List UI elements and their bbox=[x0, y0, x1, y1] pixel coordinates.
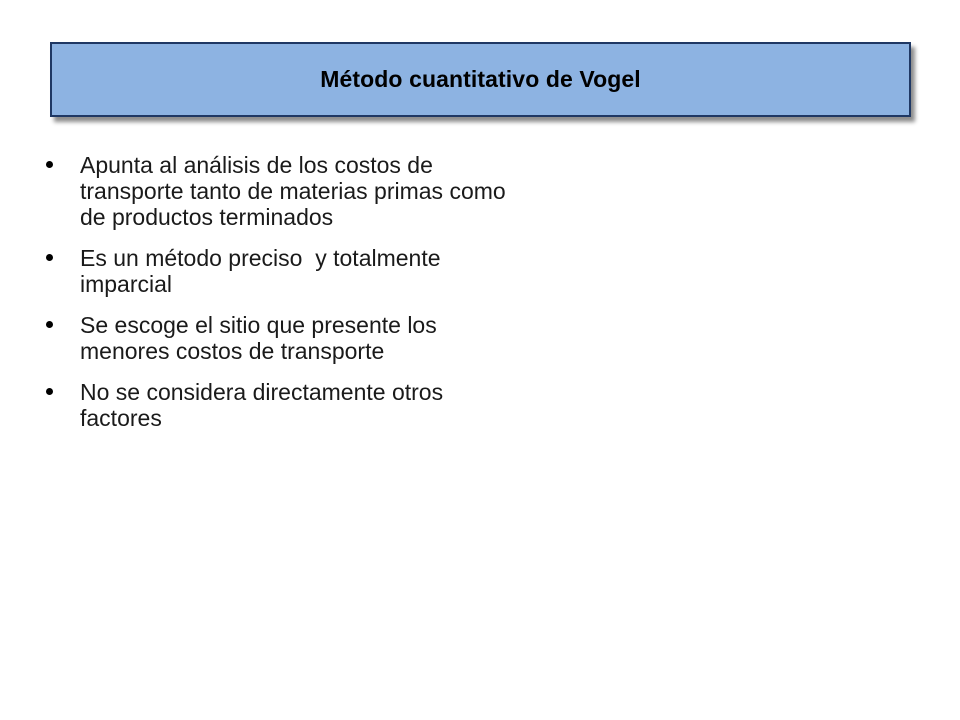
slide-title: Método cuantitativo de Vogel bbox=[320, 66, 641, 92]
bullet-item bbox=[46, 152, 506, 230]
bullet-text: Apunta al análisis de los costos de transporte tanto de materias primas como de productos terminados bbox=[80, 152, 506, 230]
bullet-text: No se considera directamente otros factores bbox=[80, 379, 444, 431]
bullet-text: Es un método preciso y totalmente imparcial bbox=[80, 245, 454, 297]
bullet-list bbox=[46, 152, 506, 446]
bullet-icon bbox=[46, 321, 53, 328]
bullet-item bbox=[46, 312, 506, 364]
bullet-item bbox=[46, 245, 506, 297]
bullet-item bbox=[46, 379, 506, 431]
title-banner bbox=[50, 42, 911, 117]
bullet-icon bbox=[46, 254, 53, 261]
bullet-icon bbox=[46, 161, 53, 168]
bullet-icon bbox=[46, 388, 53, 395]
bullet-text: Se escoge el sitio que presente los menores costos de transporte bbox=[80, 312, 437, 364]
